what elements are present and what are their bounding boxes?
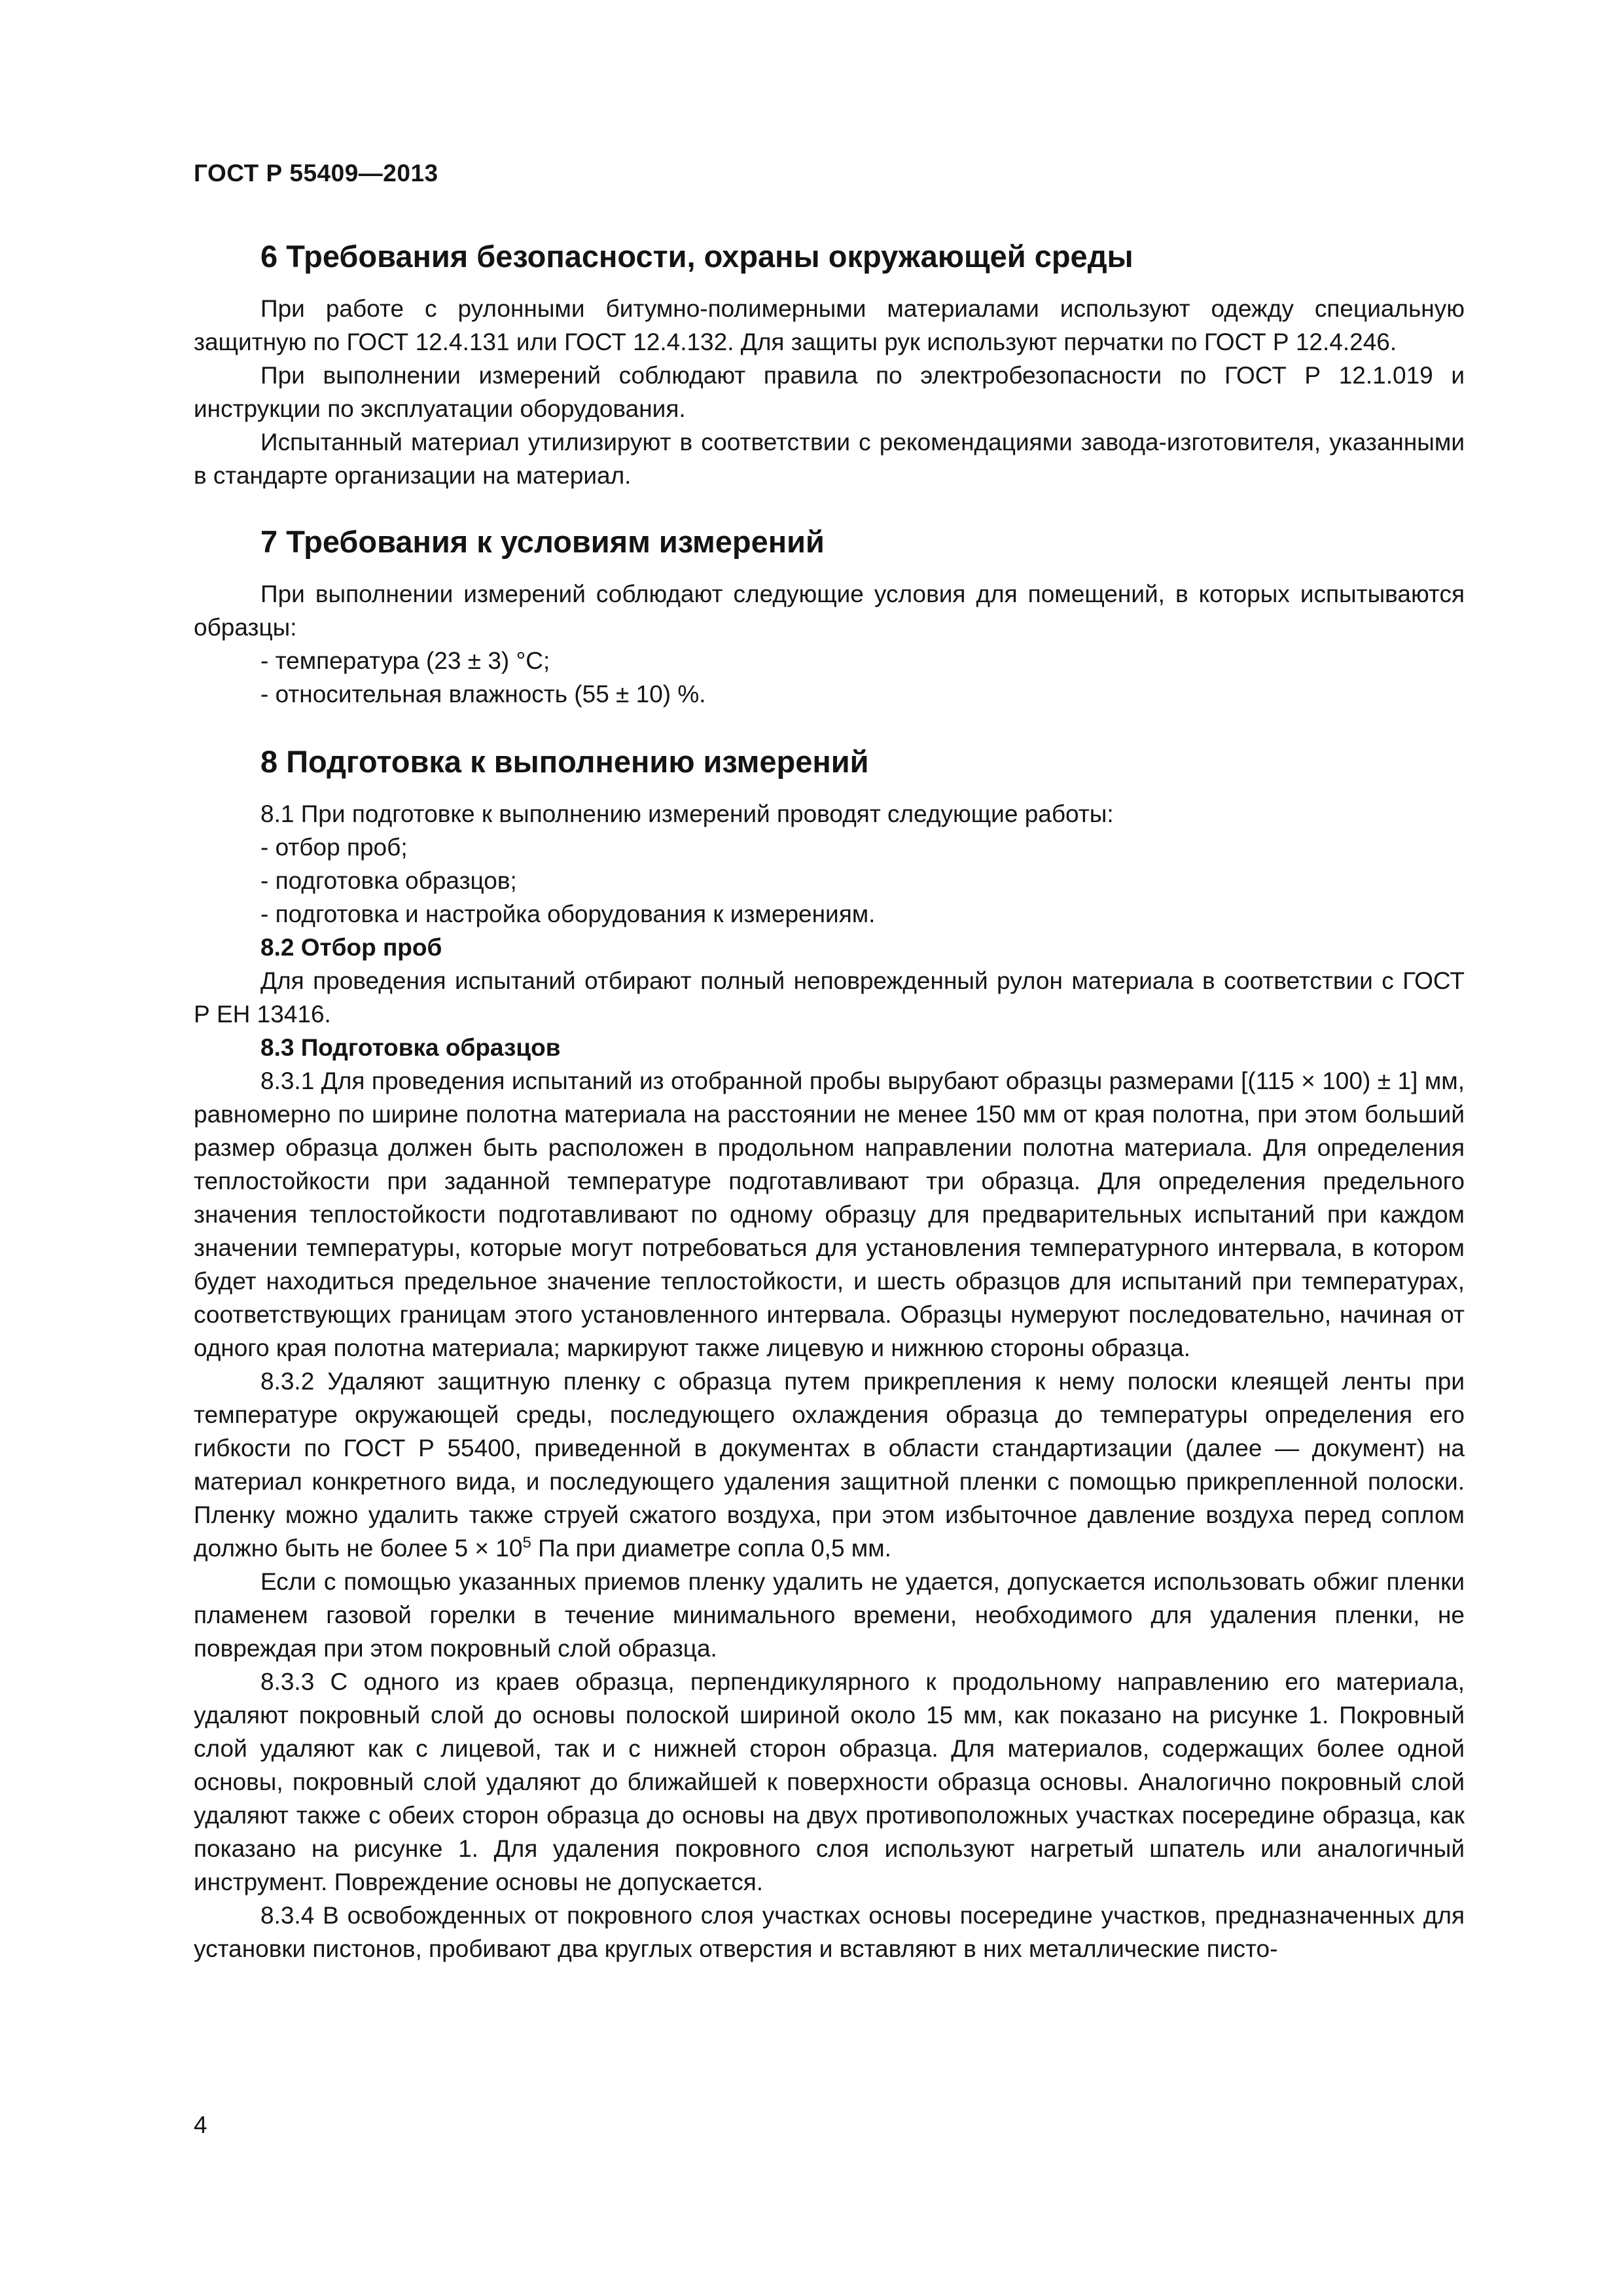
list-item: - подготовка образцов; — [260, 867, 517, 894]
clause-8-3-2 — [194, 1365, 1465, 1565]
clause-8-3-2-continuation: Если с помощью указанных приемов пленку удалить не удается, допускается использовать обжиг пленки пламенем газовой горелки в течение минимального времени, необходимого для удаления пленки, не повреждая при этом покровный слой образца. — [194, 1568, 1465, 1662]
list-item: - относительная влажность (55 ± 10) %. — [260, 681, 706, 708]
section-7-paragraph: При выполнении измерений соблюдают следующие условия для помещений, в которых испытываются образцы: — [194, 581, 1465, 641]
page-number: 4 — [194, 2111, 207, 2138]
section-6-paragraph: При работе с рулонными битумно-полимерными материалами используют одежду специальную защитную по ГОСТ 12.4.131 или ГОСТ 12.4.132. Для защиты рук используют перчатки по ГОСТ Р 12.4.246. — [194, 295, 1465, 355]
document-header: ГОСТ Р 55409—2013 — [194, 160, 438, 187]
clause-8-2-paragraph: Для проведения испытаний отбирают полный неповрежденный рулон материала в соответствии с ГОСТ Р ЕН 13416. — [194, 967, 1465, 1028]
clause-8-3-2-text-end: Па при диаметре сопла 0,5 мм. — [531, 1535, 891, 1562]
section-6-title: 6 Требования безопасности, охраны окружающей среды — [260, 239, 1133, 274]
list-item: - отбор проб; — [260, 834, 408, 861]
section-8-title: 8 Подготовка к выполнению измерений — [260, 744, 869, 779]
section-6-paragraph: При выполнении измерений соблюдают правила по электробезопасности по ГОСТ Р 12.1.019 и инструкции по эксплуатации оборудования. — [194, 362, 1465, 422]
clause-8-3-title: 8.3 Подготовка образцов — [260, 1034, 561, 1061]
exponent: 5 — [522, 1534, 531, 1552]
clause-8-3-2-text: 8.3.2 Удаляют защитную пленку с образца путем прикрепления к нему полоски клеящей ленты при температуре окружающей среды, последующего охлаждения образца до температуры определения его гибкости по ГОСТ Р 55400, приведенной в документах в области стандартизации (далее — документ) на материал конкретного вида, и последующего удаления защитной пленки с помощью прикрепленной полоски. Пленку можно удалить также струей сжатого воздуха, при этом избыточное давление воздуха перед соплом должно быть не более 5 × 10 — [194, 1368, 1465, 1562]
clause-8-3-3: 8.3.3 С одного из краев образца, перпендикулярного к продольному направлению его материала, удаляют покровный слой до основы полоской шириной около 15 мм, как показано на рисунке 1. Покровный слой удаляют как с лицевой, так и с нижней сторон образца. Для материалов, содержащих более одной основы, покровный слой удаляют до ближайшей к поверхности образца основы. Аналогично покровный слой удаляют также с обеих сторон образца до основы на двух противоположных участках посередине образца, как показано на рисунке 1. Для удаления покровного слоя используют нагретый шпатель или аналогичный инструмент. Повреждение основы не допускается. — [194, 1668, 1465, 1895]
section-7-title: 7 Требования к условиям измерений — [260, 524, 825, 559]
clause-8-3-4: 8.3.4 В освобожденных от покровного слоя участках основы посередине участков, предназначенных для установки пистонов, пробивают два круглых отверстия и вставляют в них металлические писто- — [194, 1902, 1465, 1962]
clause-8-2-title: 8.2 Отбор проб — [260, 934, 442, 961]
section-6-paragraph: Испытанный материал утилизируют в соответствии с рекомендациями завода-изготовителя, указанными в стандарте организации на материал. — [194, 429, 1465, 489]
document-body — [194, 236, 1465, 1965]
list-item: - подготовка и настройка оборудования к измерениям. — [260, 901, 876, 927]
list-item: - температура (23 ± 3) °С; — [260, 647, 550, 674]
clause-8-1: 8.1 При подготовке к выполнению измерений проводят следующие работы: — [260, 800, 1114, 827]
clause-8-3-1: 8.3.1 Для проведения испытаний из отобранной пробы вырубают образцы размерами [(115 × 100) ± 1] мм, равномерно по ширине полотна материала на расстоянии не менее 150 мм от края полотна, при этом больший размер образца должен быть расположен в продольном направлении полотна материала. Для определения теплостойкости при заданной температуре подготавливают три образца. Для определения предельного значения теплостойкости подготавливают по одному образцу для предварительных испытаний при каждом значении температуры, которые могут потребоваться для установления температурного интервала, в котором будет находиться предельное значение теплостойкости, и шесть образцов для испытаний при температурах, соответствующих границам этого установленного интервала. Образцы нумеруют последовательно, начиная от одного края полотна материала; маркируют также лицевую и нижнюю стороны образца. — [194, 1067, 1465, 1361]
